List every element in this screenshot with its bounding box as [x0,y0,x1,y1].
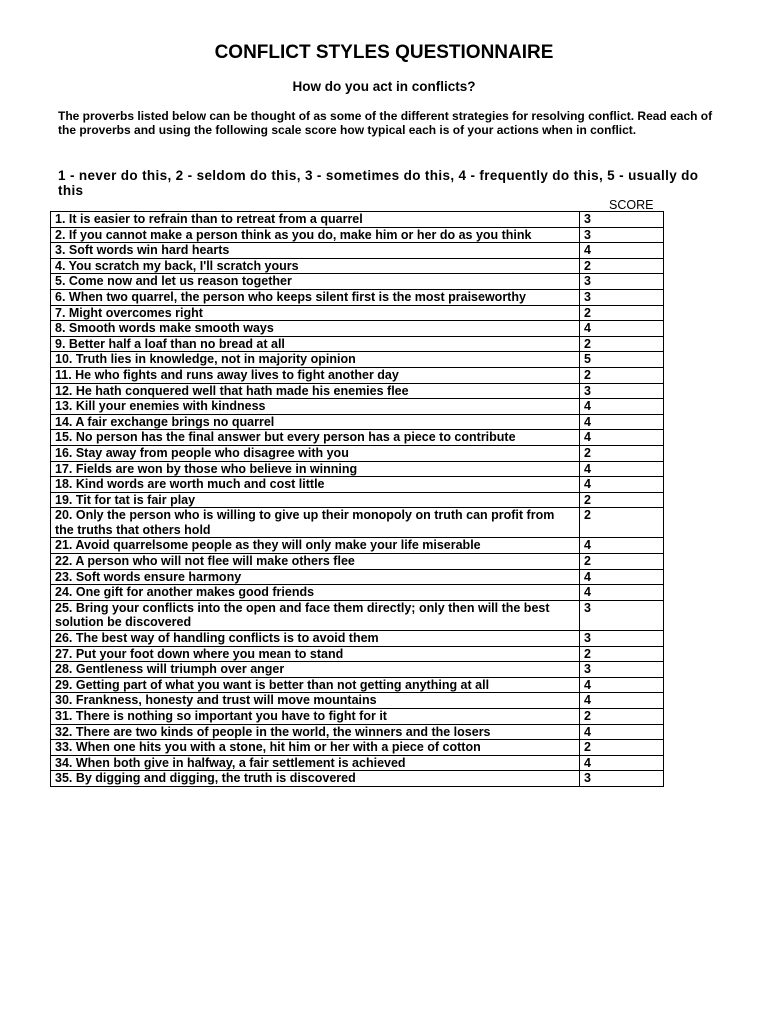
instructions-paragraph: The proverbs listed below can be thought of as some of the different strategies for resolving conflict. Read each of the proverbs and using the following scale score how typical each is of your actions when in conflict. [58,109,713,137]
table-row [51,289,664,305]
table-row [51,461,664,477]
proverb-text: 19. Tit for tat is fair play [51,492,580,508]
table-row [51,305,664,321]
table-row [51,414,664,430]
score-cell: 4 [580,399,664,415]
proverb-text: 23. Soft words ensure harmony [51,569,580,585]
proverb-text: 9. Better half a loaf than no bread at all [51,336,580,352]
proverb-text: 16. Stay away from people who disagree with you [51,445,580,461]
score-cell: 4 [580,677,664,693]
table-row [51,740,664,756]
table-row [51,662,664,678]
table-row [51,771,664,787]
score-cell: 3 [580,383,664,399]
score-cell: 4 [580,321,664,337]
proverb-text: 18. Kind words are worth much and cost little [51,477,580,493]
table-row [51,477,664,493]
score-cell: 3 [580,212,664,228]
score-cell: 3 [580,771,664,787]
proverb-text: 15. No person has the final answer but every person has a piece to contribute [51,430,580,446]
table-row [51,554,664,570]
proverb-text: 35. By digging and digging, the truth is discovered [51,771,580,787]
table-row [51,227,664,243]
score-cell: 2 [580,445,664,461]
proverb-text: 22. A person who will not flee will make others flee [51,554,580,570]
table-row [51,492,664,508]
proverb-text: 11. He who fights and runs away lives to fight another day [51,367,580,383]
proverb-text: 31. There is nothing so important you have to fight for it [51,709,580,725]
proverb-text: 32. There are two kinds of people in the world, the winners and the losers [51,724,580,740]
scoring-scale: 1 - never do this, 2 - seldom do this, 3 - sometimes do this, 4 - frequently do this, 5 - usually do this [58,168,699,198]
table-row [51,383,664,399]
proverb-text: 8. Smooth words make smooth ways [51,321,580,337]
score-cell: 4 [580,243,664,259]
score-cell: 4 [580,724,664,740]
table-row [51,600,664,630]
table-row [51,755,664,771]
score-cell: 3 [580,600,664,630]
proverb-text: 27. Put your foot down where you mean to stand [51,646,580,662]
score-cell: 5 [580,352,664,368]
proverb-text: 4. You scratch my back, I'll scratch yours [51,258,580,274]
table-row [51,336,664,352]
proverb-text: 7. Might overcomes right [51,305,580,321]
table-row [51,258,664,274]
table-row [51,569,664,585]
table-row [51,508,664,538]
table-row [51,274,664,290]
proverb-text: 30. Frankness, honesty and trust will move mountains [51,693,580,709]
proverb-text: 14. A fair exchange brings no quarrel [51,414,580,430]
proverb-text: 26. The best way of handling conflicts is to avoid them [51,631,580,647]
table-row [51,693,664,709]
proverb-text: 1. It is easier to refrain than to retreat from a quarrel [51,212,580,228]
score-cell: 3 [580,227,664,243]
table-row [51,538,664,554]
table-row [51,430,664,446]
table-row [51,243,664,259]
table-row [51,631,664,647]
table-row [51,352,664,368]
proverb-text: 28. Gentleness will triumph over anger [51,662,580,678]
score-cell: 3 [580,631,664,647]
score-cell: 4 [580,461,664,477]
questionnaire-body [51,212,664,787]
proverb-text: 17. Fields are won by those who believe in winning [51,461,580,477]
score-column-header: SCORE [609,198,654,212]
score-cell: 4 [580,477,664,493]
table-row [51,677,664,693]
score-cell: 4 [580,693,664,709]
score-cell: 4 [580,585,664,601]
page-title: CONFLICT STYLES QUESTIONNAIRE [214,42,554,63]
table-row [51,724,664,740]
page-subtitle: How do you act in conflicts? [292,79,476,94]
score-cell: 4 [580,755,664,771]
table-row [51,646,664,662]
score-cell: 2 [580,646,664,662]
score-cell: 2 [580,336,664,352]
score-cell: 2 [580,508,664,538]
score-cell: 2 [580,709,664,725]
table-row [51,212,664,228]
proverb-text: 25. Bring your conflicts into the open and face them directly; only then will the best solution be discovered [51,600,580,630]
proverb-text: 6. When two quarrel, the person who keeps silent first is the most praiseworthy [51,289,580,305]
table-row [51,709,664,725]
table-row [51,399,664,415]
score-cell: 2 [580,258,664,274]
score-cell: 3 [580,289,664,305]
score-cell: 3 [580,274,664,290]
table-row [51,321,664,337]
proverb-text: 10. Truth lies in knowledge, not in majority opinion [51,352,580,368]
score-cell: 2 [580,305,664,321]
proverb-text: 29. Getting part of what you want is better than not getting anything at all [51,677,580,693]
table-row [51,445,664,461]
proverb-text: 13. Kill your enemies with kindness [51,399,580,415]
table-row [51,585,664,601]
score-cell: 4 [580,414,664,430]
proverb-text: 20. Only the person who is willing to give up their monopoly on truth can profit from the truths that others hold [51,508,580,538]
score-cell: 2 [580,492,664,508]
score-cell: 3 [580,662,664,678]
table-row [51,367,664,383]
score-cell: 4 [580,538,664,554]
score-cell: 2 [580,367,664,383]
score-cell: 2 [580,740,664,756]
score-cell: 4 [580,430,664,446]
proverb-text: 2. If you cannot make a person think as you do, make him or her do as you think [51,227,580,243]
score-cell: 2 [580,554,664,570]
proverb-text: 33. When one hits you with a stone, hit him or her with a piece of cotton [51,740,580,756]
questionnaire-table [50,211,664,787]
score-cell: 4 [580,569,664,585]
proverb-text: 5. Come now and let us reason together [51,274,580,290]
proverb-text: 21. Avoid quarrelsome people as they will only make your life miserable [51,538,580,554]
proverb-text: 24. One gift for another makes good friends [51,585,580,601]
proverb-text: 34. When both give in halfway, a fair settlement is achieved [51,755,580,771]
proverb-text: 3. Soft words win hard hearts [51,243,580,259]
proverb-text: 12. He hath conquered well that hath made his enemies flee [51,383,580,399]
